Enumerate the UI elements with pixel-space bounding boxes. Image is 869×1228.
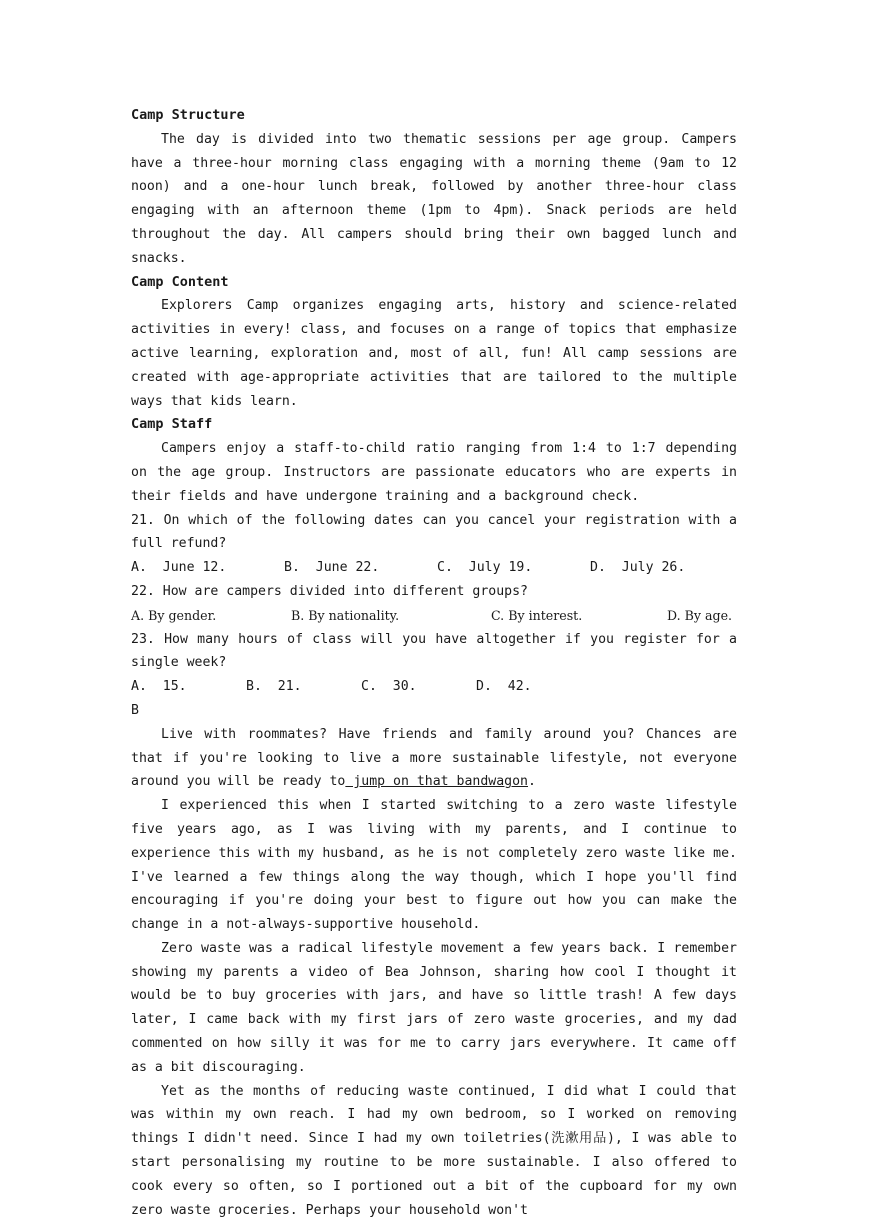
question-22-option-a: A. By gender. [131,607,217,623]
passage-b-paragraph-4: Yet as the months of reducing waste continued, I did what I could that was within my own reach. I had my own bedroom, so I worked on removing things I didn't need. Since I had my own toiletries(洗漱用品), I was able to start personalising my routine to be more sustainable. I also offered to cook every so often, so I portioned out a bit of the cupboard for my own zero waste groceries. Perhaps your household won't [131,1083,737,1218]
question-22-options [131,604,737,628]
question-23-option-d: D. 42. [476,679,532,695]
passage-b-label: B [131,702,139,718]
question-21-option-d: D. July 26. [590,560,686,576]
camp-structure-heading: Camp Structure [131,107,245,123]
camp-content-paragraph: Explorers Camp organizes engaging arts, history and science-related activities in every! class, and focuses on a range of topics that emphasize active learning, exploration and, most of all, fun! All camp sessions are created with age-appropriate activities that are tailored to the multiple ways that kids learn. [131,298,737,409]
question-22-option-d: D. By age. [667,607,733,623]
camp-content-heading: Camp Content [131,273,229,290]
question-23-option-b: B. 21. [246,679,302,695]
passage-b-p1-text: Live with roommates? Have friends and family around you? Chances are that if you're looking to live a more sustainable lifestyle, not everyone around you will be ready to [131,726,737,790]
camp-staff-heading: Camp Staff [131,416,213,433]
question-21-option-c: C. July 19. [437,560,533,576]
question-23-stem: 23. How many hours of class will you have altogether if you register for a single week? [131,631,737,671]
question-21-option-a: A. June 12. [131,560,227,576]
question-21-options [131,556,737,580]
question-21-option-b: B. June 22. [284,560,380,576]
passage-b-paragraph-3: Zero waste was a radical lifestyle movement a few years back. I remember showing my parents a video of Bea Johnson, sharing how cool I thought it would be to buy groceries with jars, and have so little trash! A few days later, I came back with my first jars of zero waste groceries, and my dad commented on how silly it was for me to carry jars everywhere. It came off as a bit discouraging. [131,940,737,1075]
passage-b-p1-end: . [528,774,536,790]
question-23-option-a: A. 15. [131,679,187,695]
passage-b-paragraph-2: I experienced this when I started switching to a zero waste lifestyle five years ago, as I was living with my parents, and I continue to experience this with my husband, as he is not completely zero waste like me. I've learned a few things along the way though, which I hope you'll find encouraging if you're doing your best to figure out how you can make the change in a not-always-supportive household. [131,798,737,933]
document-page [131,104,737,1222]
question-22-option-c: C. By interest. [491,607,583,623]
passage-b-paragraph-1 [131,723,737,794]
question-21-stem: 21. On which of the following dates can you cancel your registration with a full refund? [131,512,737,552]
question-23-options [131,675,737,699]
question-22-stem: 22. How are campers divided into different groups? [131,583,528,599]
camp-staff-paragraph: Campers enjoy a staff-to-child ratio ranging from 1:4 to 1:7 depending on the age group. Instructors are passionate educators who are experts in their fields and have undergone training and a background check. [131,441,737,504]
question-22-option-b: B. By nationality. [291,607,400,623]
underlined-phrase: jump on that bandwagon [345,774,528,790]
question-23-option-c: C. 30. [361,679,417,695]
camp-structure-paragraph: The day is divided into two thematic sessions per age group. Campers have a three-hour morning class engaging with a morning theme (9am to 12 noon) and a one-hour lunch break, followed by another three-hour class engaging with an afternoon theme (1pm to 4pm). Snack periods are held throughout the day. All campers should bring their own bagged lunch and snacks. [131,131,737,266]
